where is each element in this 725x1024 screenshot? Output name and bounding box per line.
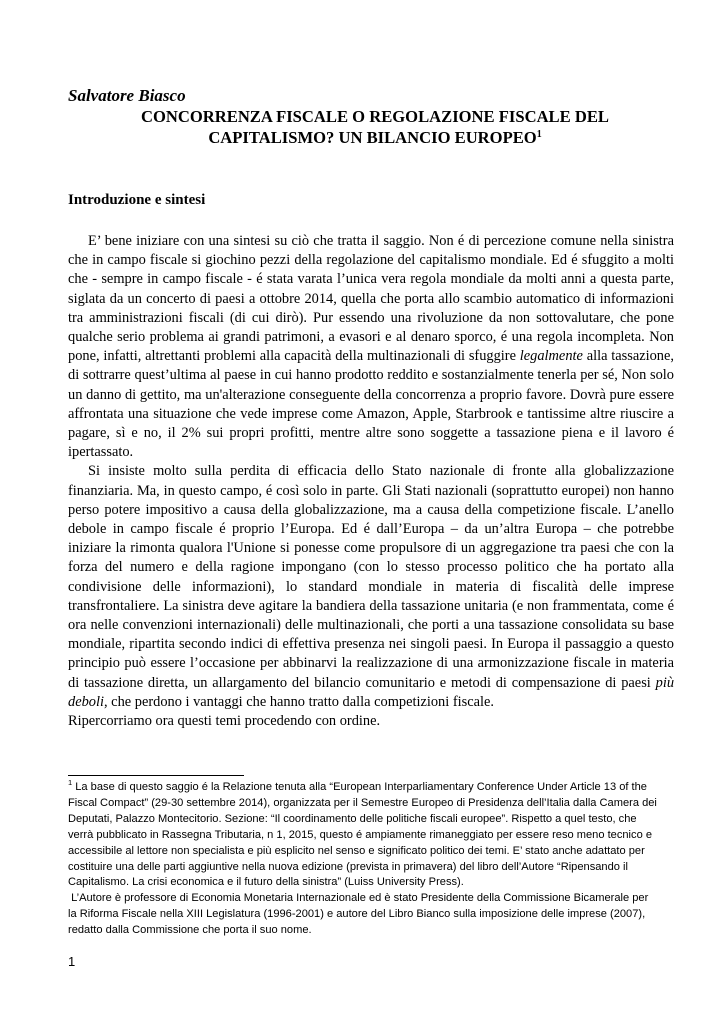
paragraph-2-emphasis: più deboli: [68, 674, 675, 710]
section-heading: Introduzione e sintesi: [68, 192, 206, 208]
paragraph-2: [68, 462, 674, 712]
paragraph-1-emphasis: legalmente: [519, 348, 583, 365]
document-title-text: CONCORRENZA FISCALE O REGOLAZIONE FISCALE DEL CAPITALISMO? UN BILANCIO EUROPEO: [141, 107, 609, 147]
page-number: 1: [68, 954, 76, 969]
footnote-text-2: L’Autore è professore di Economia Monetaria Internazionale ed è stato Presidente della Commissione Bicamerale per la Riforma Fiscale nella XIII Legislatura (1996-2001) e autore del Libro Bianco sulla imposizione delle imprese (2007), redatto dalla Commissione che porta il suo nome.: [68, 892, 649, 937]
footnote: [68, 780, 658, 939]
author-name: Salvatore Biasco: [68, 86, 186, 105]
paragraph-1: [68, 232, 674, 462]
title-footnote-marker[interactable]: 1: [536, 129, 542, 140]
paragraph-2-part2: , che perdono i vantaggi che hanno tratto dalla competizioni fiscale.: [103, 693, 494, 710]
footnote-paragraph-2: [68, 891, 658, 939]
document-title: [100, 106, 650, 148]
footnote-paragraph-1: [68, 780, 658, 891]
footnote-separator: [68, 775, 244, 776]
paragraph-3: Ripercorriamo ora questi temi procedendo con ordine.: [68, 713, 381, 730]
paragraph-1-part2: alla tassazione, di sottrarre quest’ultima al paese in cui hanno prodotto reddito e sostanzialmente tenerla per sé, Non solo un danno di gettito, ma un'alterazione conseguente della concorrenza a proprio favore. Dovrà pure essere affrontata una situazione che vede imprese come Amazon, Apple, Starbrook e tantissime altre riuscire a pagare, sì e no, il 2% sui propri profitti, mentre altre sono soggette a tassazione piena e il lavoro é ipertassato.: [68, 348, 674, 461]
body-text: [68, 232, 674, 731]
footnote-text-1: La base di questo saggio é la Relazione tenuta alla “European Interparliamentary Conference Under Article 13 of the Fiscal Compact” (29-30 settembre 2014), organizzata per il Semestre Europeo di Presidenza dell’Italia dalla Camera dei Deputati, Palazzo Montecitorio. Sezione: “Il coordinamento delle politiche fiscali europee”. Rispetto a quel testo, che verrà pubblicato in Rassegna Tributaria, n 1, 2015, questo é ampiamente rimaneggiato per essere reso meno tecnico e accessibile al lettore non specialista e più esplicito nel senso e significato politico dei temi. E’ stato anche adattato per costituire una delle parti aggiuntive nella nuova edizione (prevista in primavera) del libro dell’Autore “Ripensando il Capitalismo. La crisi economica e il futuro della sinistra” (Luiss University Press).: [68, 781, 657, 889]
paragraph-2-part1: Si insiste molto sulla perdita di efficacia dello Stato nazionale di fronte alla globalizzazione finanziaria. Ma, in questo campo, é così solo in parte. Gli Stati nazionali (soprattutto europei) non hanno perso potere impositivo a causa della globalizzazione, ma a causa della competizione fiscale. L’anello debole in campo fiscale é proprio l’Europa. Ed é dall’Europa – da un’altra Europa – che potrebbe iniziare la rimonta qualora l'Unione si ponesse come propulsore di un aggregazione tra paesi che con la forza del numero e della ragione impongano (con lo stesso processo politico che ha portato alla condivisione delle informazioni), lo standard mondiale in materia di fiscalità delle imprese transfrontaliere. La sinistra deve agitare la bandiera della tassazione unitaria (e non frammentata, come é ora nelle convenzioni internazionali) delle multinazionali, che porti a una tassazione consolidata su base mondiale, ripartita secondo indici di effettiva presenza nei singoli paesi. In Europa il passaggio a questo principio può essere l’occasione per abbinarvi la realizzazione di una armonizzazione fiscale in materia di tassazione diretta, un allargamento del bilancio comunitario e metodi di compensazione di paesi: [68, 463, 674, 691]
footnote-marker: 1: [68, 778, 73, 787]
paragraph-1-part1: E’ bene iniziare con una sintesi su ciò che tratta il saggio. Non é di percezione comune nella sinistra che in campo fiscale si giochino pezzi della regolazione del capitalismo mondiale. Ed é sfuggito a molti che - sempre in campo fiscale - é stata varata l’unica vera regola mondiale da molti anni a questa parte, siglata da un concerto di paesi a ottobre 2014, quella che porta allo scambio automatico di informazioni tra amministrazioni fiscali (di cui dirò). Pur essendo una rivoluzione da non sottovalutare, che pone qualche serio problema ai grandi patrimoni, a evasori e al denaro sporco, é una regola incompleta. Non pone, infatti, altrettanti problemi alla capacità della multinazionali di sfuggire: [68, 233, 674, 365]
